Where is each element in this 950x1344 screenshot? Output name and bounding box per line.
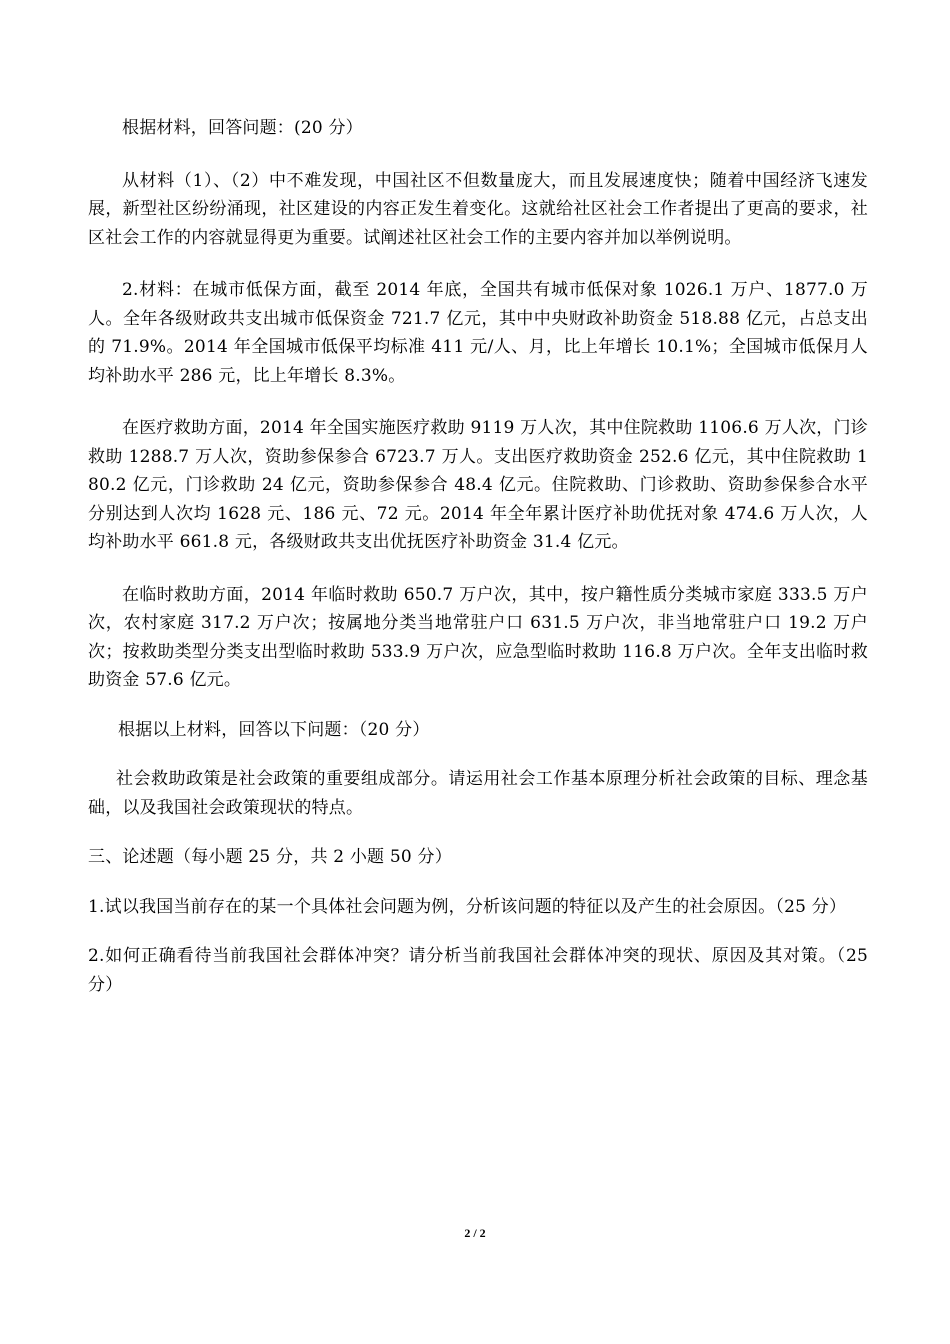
question-body: 社会救助政策是社会政策的重要组成部分。请运用社会工作基本原理分析社会政策的目标、理念基础，以及我国社会政策现状的特点。 <box>88 769 868 818</box>
material-paragraph: 2.材料：在城市低保方面，截至 2014 年底，全国共有城市低保对象 1026.1 万户、1877.0 万人。全年各级财政共支出城市低保资金 721.7 亿元，其中中央财政补助资金 518.88 亿元，占总支出的 71.9%。2014 年全国城市低保平均标准 411 元/人、月，比上年增长 10.1%；全国城市低保月人均补助水平 286 元，比上年增长 8.3%。 <box>88 280 868 386</box>
essay-question: 1.试以我国当前存在的某一个具体社会问题为例，分析该问题的特征以及产生的社会原因。（25 分） <box>88 896 847 917</box>
question-prompt: 根据材料，回答问题：(20 分） <box>122 118 363 138</box>
question-body: 从材料（1）、（2）中不难发现，中国社区不但数量庞大，而且发展速度快；随着中国经济飞速发展，新型社区纷纷涌现，社区建设的内容正发生着变化。这就给社区社会工作者提出了更高的要求，社区社会工作的内容就显得更为重要。试阐述社区社会工作的主要内容并加以举例说明。 <box>88 170 868 248</box>
document-body <box>88 114 868 999</box>
page-number: 2 / 2 <box>464 1226 486 1240</box>
essay-question: 2.如何正确看待当前我国社会群体冲突？请分析当前我国社会群体冲突的现状、原因及其对策。（25 分） <box>88 946 868 995</box>
question-prompt: 根据以上材料，回答以下问题：（20 分） <box>118 719 430 740</box>
section-heading: 三、论述题（每小题 25 分，共 2 小题 50 分） <box>88 847 452 867</box>
material-paragraph: 在医疗救助方面，2014 年全国实施医疗救助 9119 万人次，其中住院救助 1106.6 万人次，门诊救助 1288.7 万人次，资助参保参合 6723.7 万人。支出医疗救助资金 252.6 亿元，其中住院救助 180.2 亿元，门诊救助 24 亿元，资助参保参合 48.4 亿元。住院救助、门诊救助、资助参保参合水平分别达到人次均 1628 元、186 元、72 元。2014 年全年累计医疗补助优抚对象 474.6 万人次，人均补助水平 661.8 元，各级财政共支出优抚医疗补助资金 31.4 亿元。 <box>88 418 868 552</box>
material-paragraph: 在临时救助方面，2014 年临时救助 650.7 万户次，其中，按户籍性质分类城市家庭 333.5 万户次，农村家庭 317.2 万户次；按属地分类当地常驻户口 631.5 万户次，非当地常驻户口 19.2 万户次；按救助类型分类支出型临时救助 533.9 万户次，应急型临时救助 116.8 万户次。全年支出临时救助资金 57.6 亿元。 <box>88 584 868 690</box>
